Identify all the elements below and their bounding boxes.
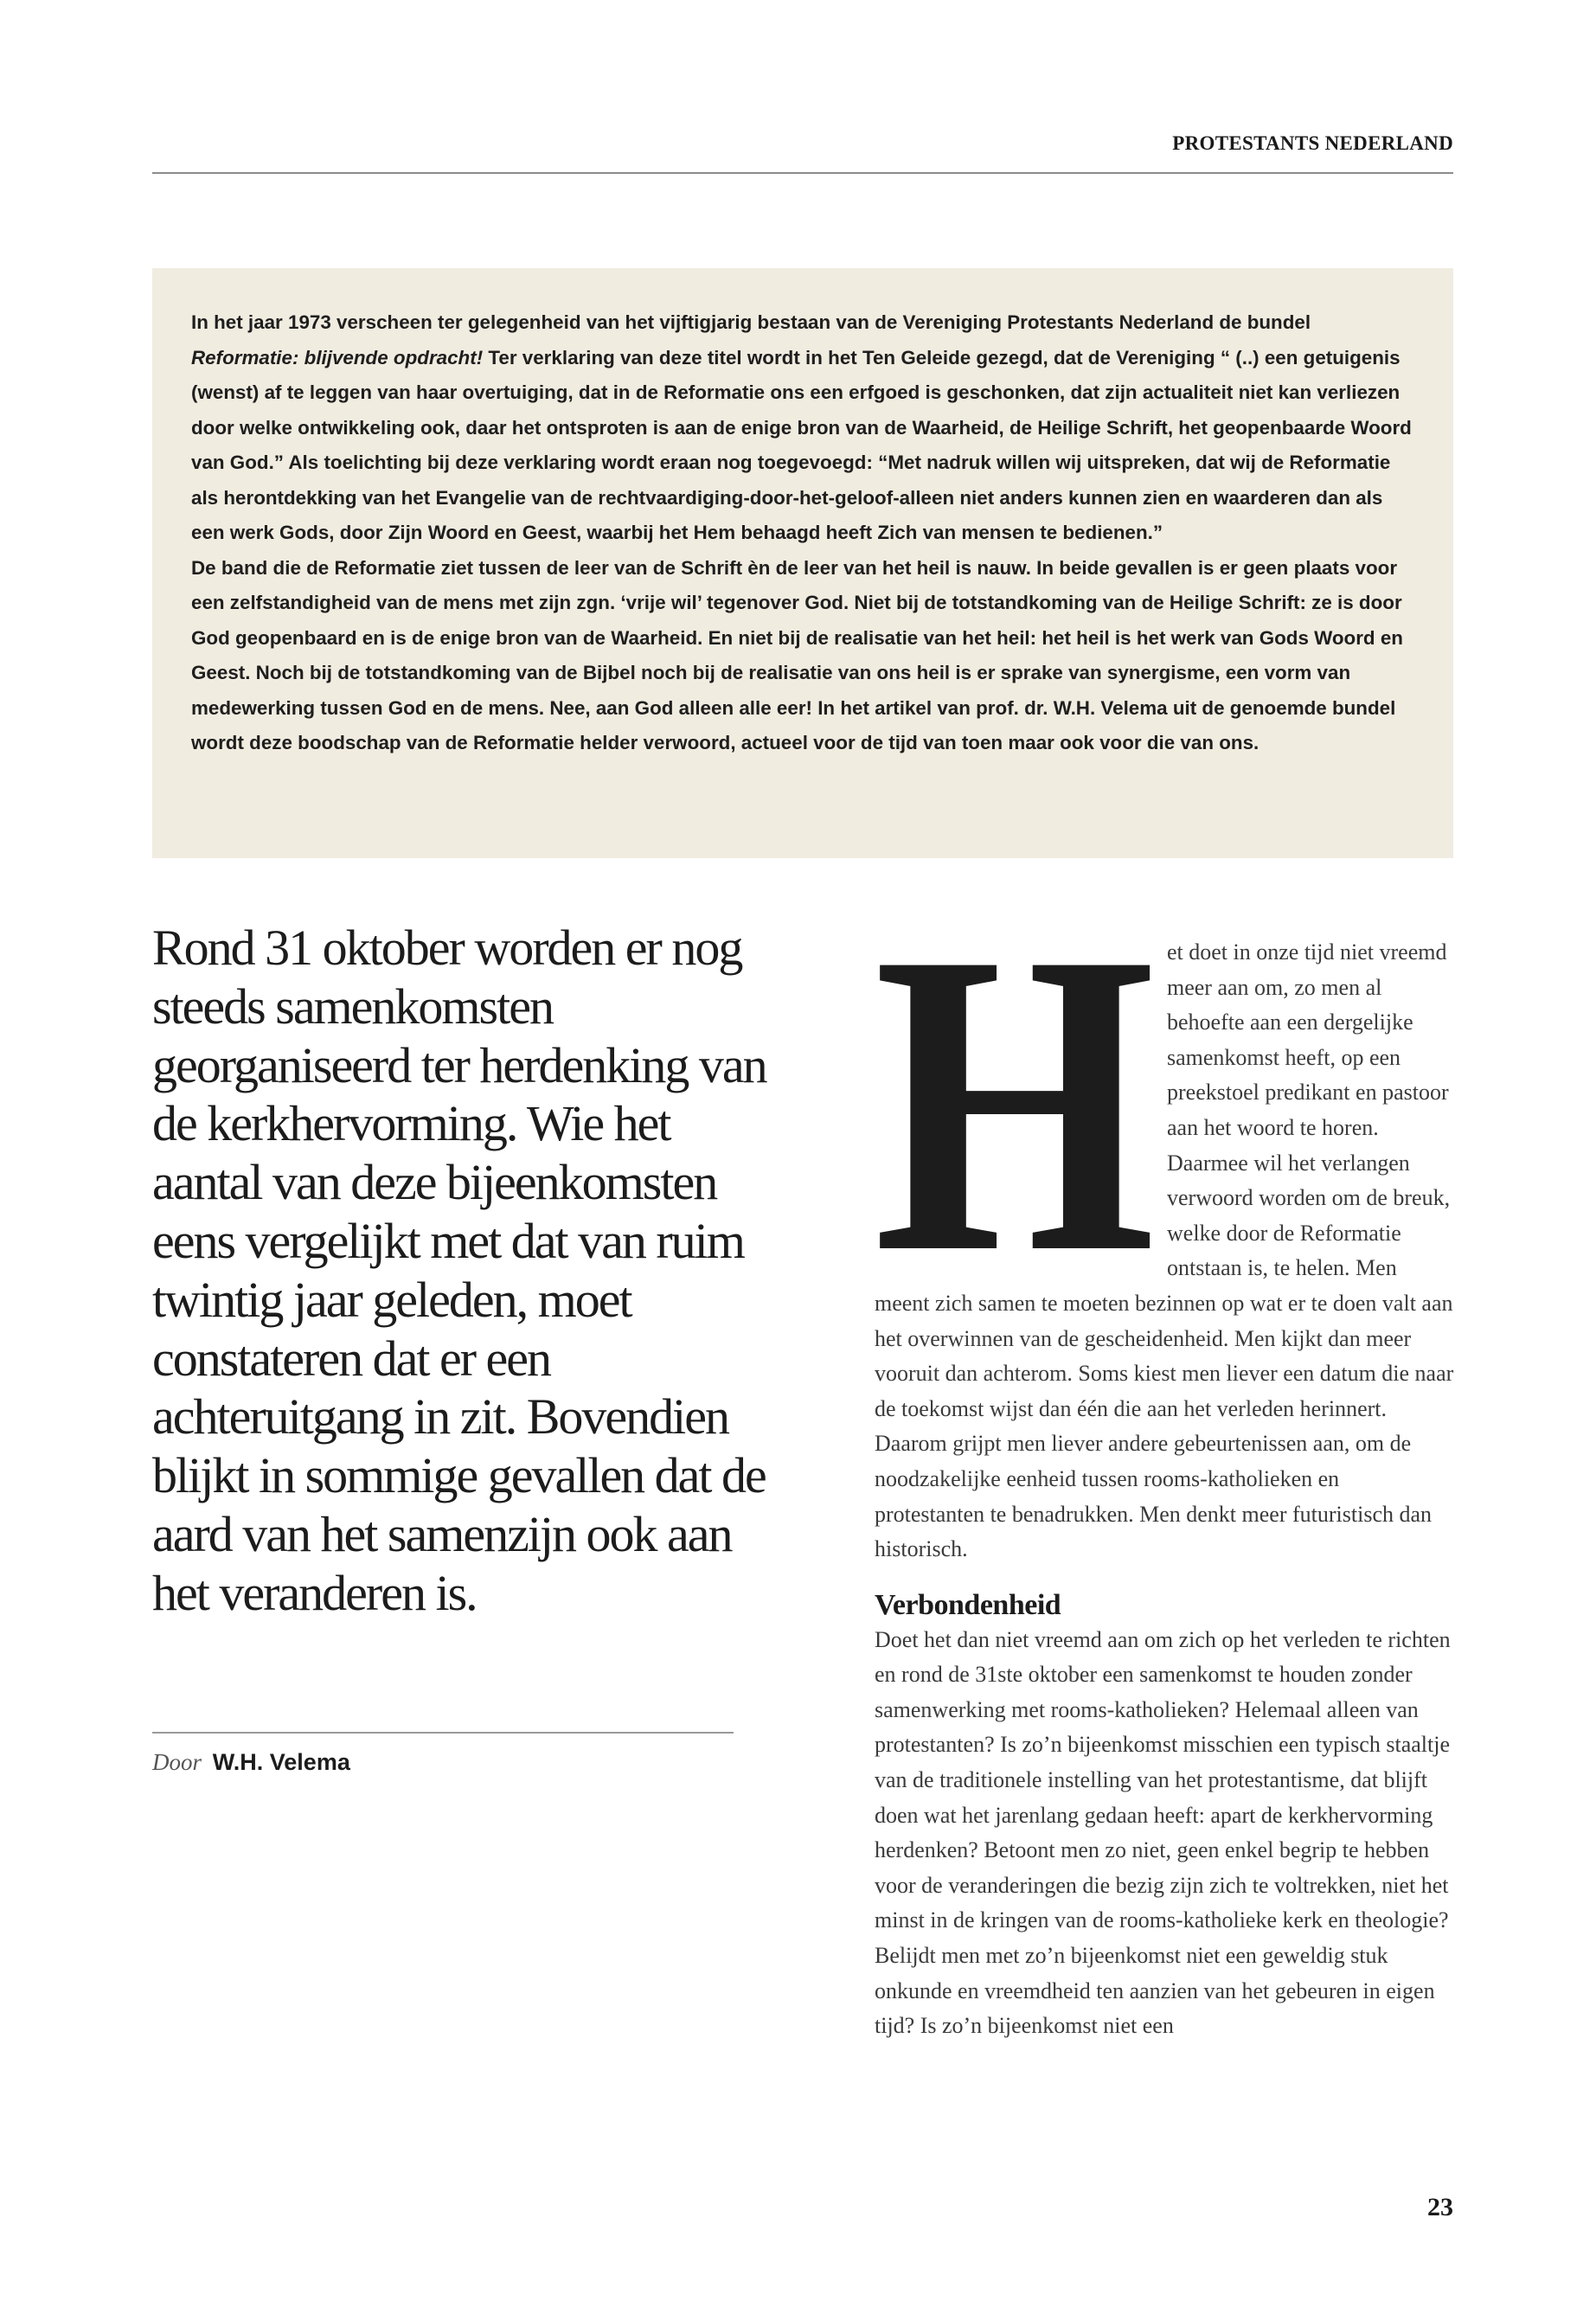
- article-paragraph-2: Doet het dan niet vreemd aan om zich op het verleden te richten en rond de 31ste oktober een samenkomst te houden zonder samenwerking met rooms-katholieken? Helemaal alleen van protestanten? Is zo’n bijeenkomst misschien een typisch staaltje van de traditionele instelling van het protestantisme, dat blijft doen wat het jarenlang gedaan heeft: apart de kerkhervorming herdenken? Betoont men zo niet, geen enkel begrip te hebben voor de veranderingen die bezig zijn zich te voltrekken, niet het minst in de kringen van de rooms-katholieke kerk en theologie? Belijdt men met zo’n bijeenkomst niet een geweldig stuk onkunde en vreemdheid ten aanzien van het gebeuren in eigen tijd? Is zo’n bijeenkomst niet een: [875, 1626, 1451, 2039]
- byline-prefix: Door: [152, 1749, 202, 1775]
- drop-cap-letter: H: [874, 940, 1156, 1253]
- section-heading: Verbondenheid: [875, 1588, 1061, 1621]
- intro-box: [152, 268, 1453, 858]
- lead-divider: [152, 1732, 734, 1734]
- intro-text-start: In het jaar 1973 verscheen ter gelegenheid van het vijftigjarig bestaan van de Vereniging Protestants Nederland de bundel: [191, 311, 1311, 333]
- article-body: [875, 935, 1454, 2044]
- intro-paragraph-2: De band die de Reformatie ziet tussen de leer van de Schrift èn de leer van het heil is nauw. In beide gevallen is er geen plaats voor een zelfstandigheid van de mens met zijn zgn. ‘vrije wil’ tegenover God. Niet bij de totstandkoming van de Heilige Schrift: ze is door God geopenbaard en is de enige bron van de Waarheid. En niet bij de realisatie van het heil: het heil is het werk van Gods Woord en Geest. Noch bij de totstandkoming van de Bijbel noch bij de realisatie van ons heil is er sprake van synergisme, een vorm van medewerking tussen God en de mens. Nee, aan God alleen alle eer! In het artikel van prof. dr. W.H. Velema uit de genoemde bundel wordt deze boodschap van de Reformatie helder verwoord, actueel voor de tijd van toen maar ook voor die van ons.: [191, 556, 1403, 753]
- intro-paragraph-1: [191, 305, 1415, 551]
- header-divider: [152, 172, 1453, 174]
- intro-text-end: Ter verklaring van deze titel wordt in het Ten Geleide gezegd, dat de Vereniging “ (..) een getuigenis (wenst) af te leggen van haar overtuiging, dat in de Reformatie ons een erfgoed is geschonken, dat zijn actualiteit niet kan verliezen door welke ontwikkeling ook, daar het ontsproten is aan de enige bron van de Waarheid, de Heilige Schrift, het geopenbaarde Woord van God.” Als toelichting bij deze verklaring wordt eraan nog toegevoegd: “Met nadruk willen wij uitspreken, dat wij de Reformatie als herontdekking van het Evangelie van de rechtvaardiging-door-het-geloof-alleen niet anders kunnen zien en waarderen dan als een werk Gods, door Zijn Woord en Geest, waarbij het Hem behaagd heeft Zich van mensen te bedienen.”: [191, 346, 1412, 543]
- section-label: PROTESTANTS NEDERLAND: [1172, 132, 1453, 154]
- intro-book-title: Reformatie: blijvende opdracht!: [191, 346, 484, 369]
- byline: [152, 1749, 350, 1776]
- article-paragraph-1: et doet in onze tijd niet vreemd meer aan om, zo men al behoefte aan een dergelijke samenkomst heeft, op een preekstoel predikant en pastoor aan het woord te horen. Daarmee wil het verlangen verwoord worden om de breuk, welke door de Reformatie ontstaan is, te helen. Men meent zich samen te moeten bezinnen op wat er te doen valt aan het overwinnen van de gescheidenheid. Men kijkt dan meer vooruit dan achterom. Soms kiest men liever een datum die naar de toekomst wijst dan één die aan het verleden herinnert. Daarom grijpt men liever andere gebeurtenissen aan, om de noodzakelijke eenheid tussen rooms-katholieken en protestanten te benadrukken. Men denkt meer futuristisch dan historisch.: [875, 939, 1454, 1562]
- byline-author: W.H. Velema: [212, 1749, 350, 1775]
- drop-cap: [867, 940, 1163, 1253]
- lead-text: Rond 31 oktober worden er nog steeds samenkomsten georganiseerd ter herdenking van de kerkhervorming. Wie het aantal van deze bijeenkomsten eens vergelijkt met dat van ruim twintig jaar geleden, moet constateren dat er een achteruitgang in zit. Bovendien blijkt in sommige gevallen dat de aard van het samenzijn ook aan het veranderen is.: [152, 920, 766, 1621]
- page-number: 23: [1427, 2193, 1453, 2221]
